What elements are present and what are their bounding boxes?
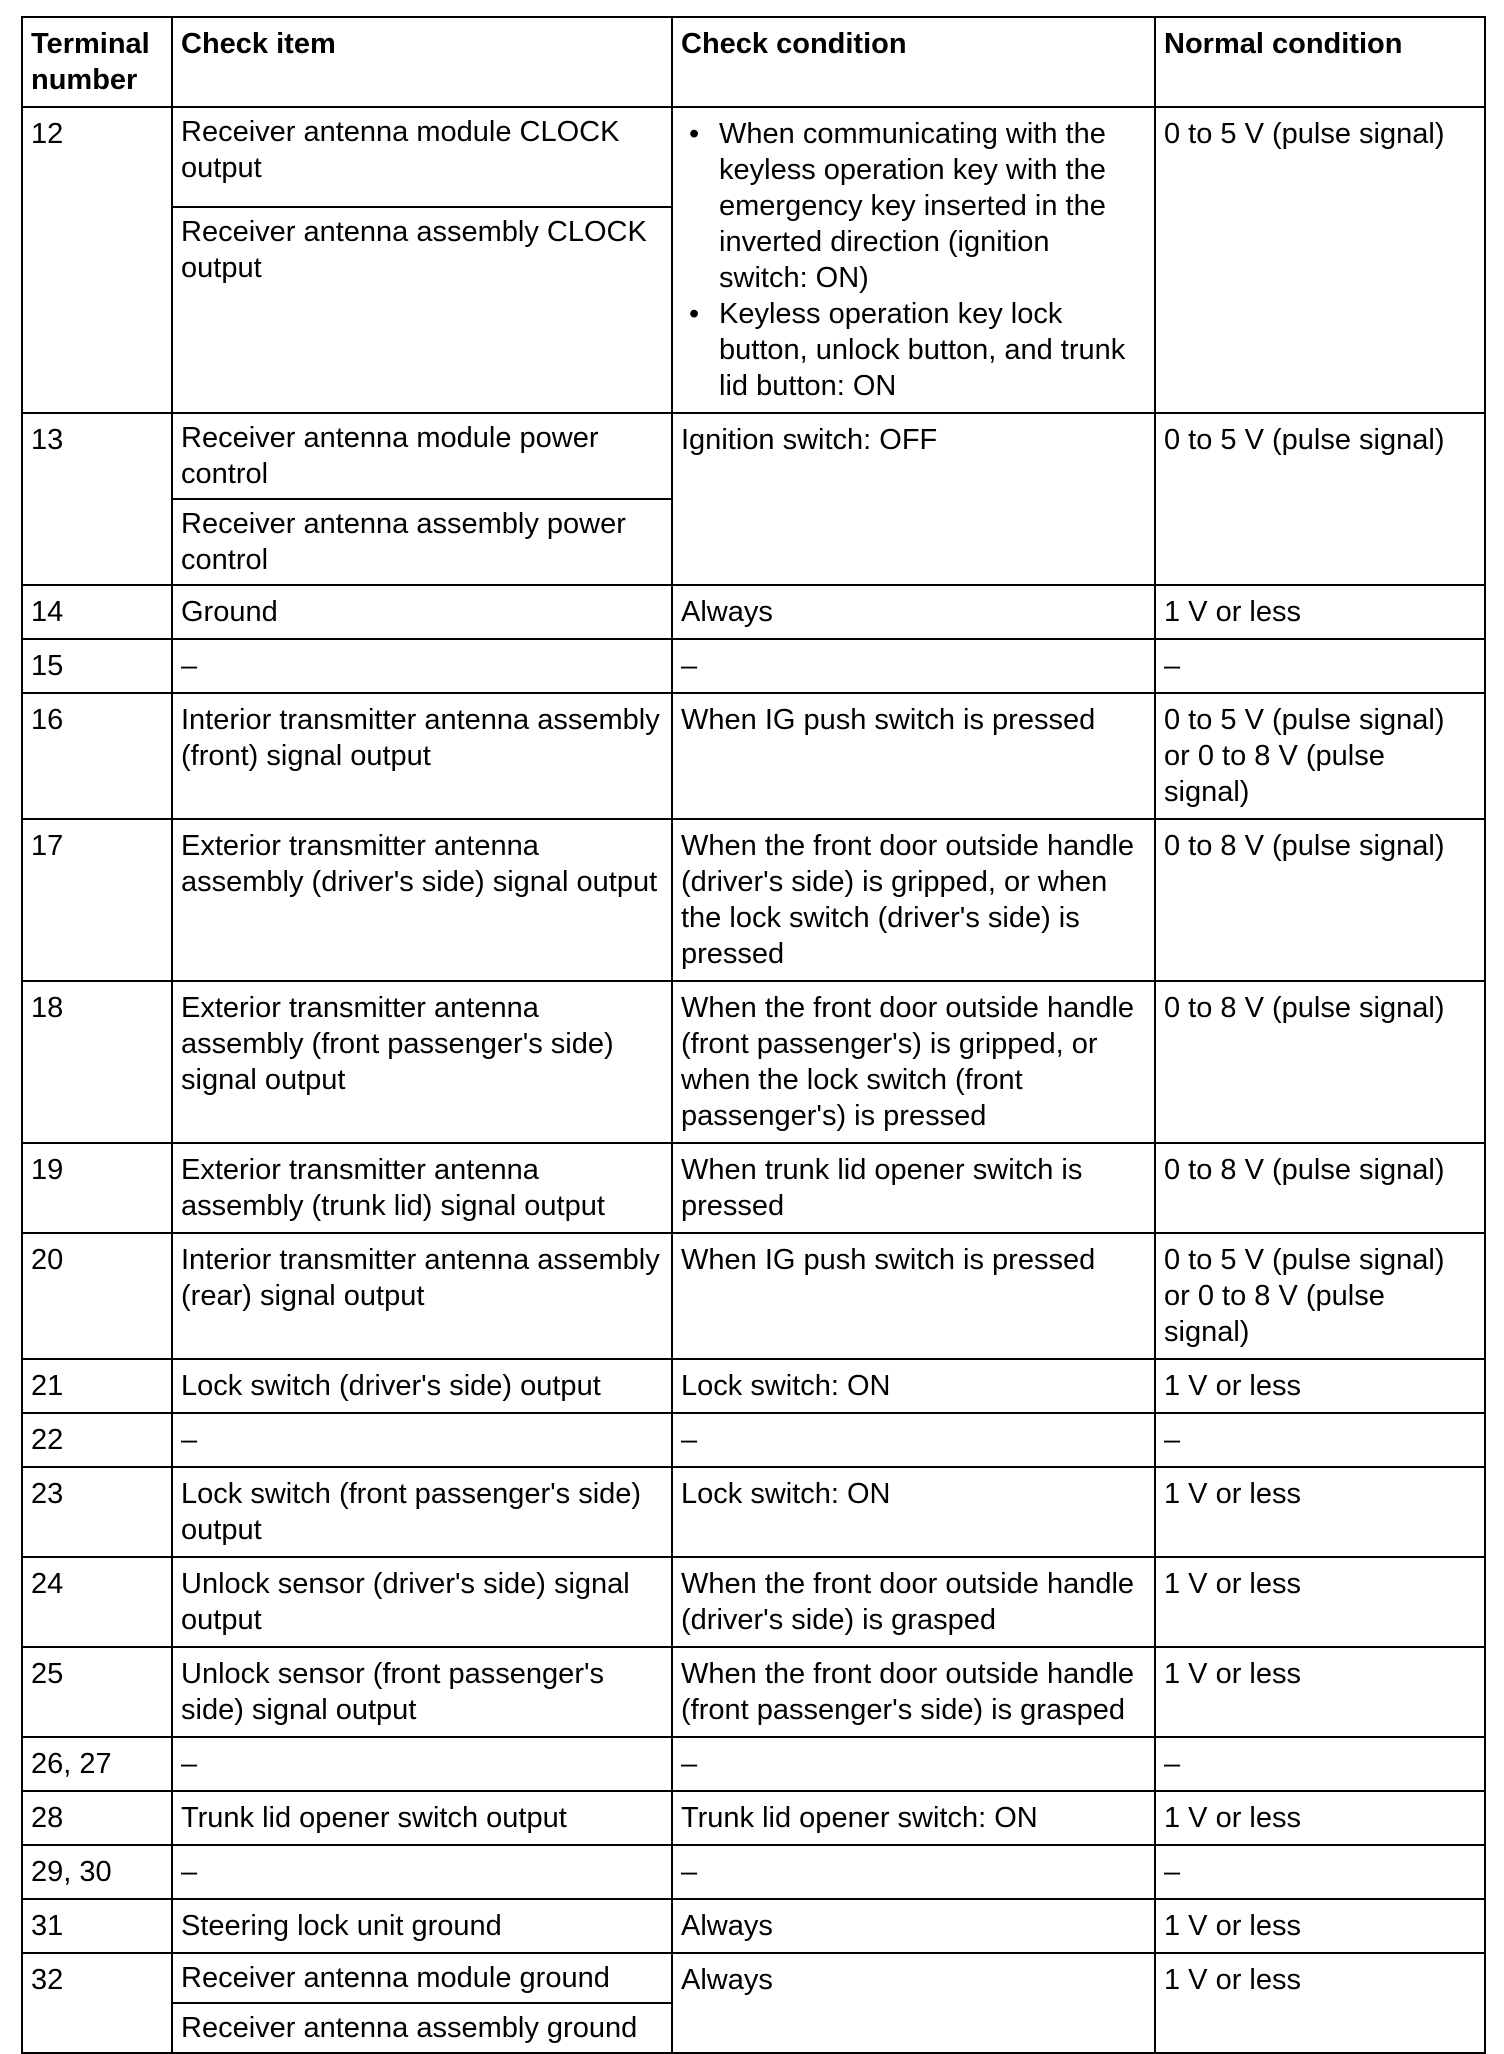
normal-condition-cell: 0 to 8 V (pulse signal) [1155, 819, 1485, 981]
check-condition-cell: – [672, 1737, 1155, 1791]
table-row [22, 1467, 1485, 1557]
check-item-cell: Exterior transmitter antenna assembly (driver's side) signal output [172, 819, 672, 981]
terminal-cell: 20 [22, 1233, 172, 1359]
table-row [22, 107, 1485, 207]
terminal-cell: 19 [22, 1143, 172, 1233]
check-item-cell: – [172, 1413, 672, 1467]
normal-condition-cell: 1 V or less [1155, 1467, 1485, 1557]
terminal-cell: 21 [22, 1359, 172, 1413]
header-check-item: Check item [172, 17, 672, 107]
terminal-cell: 15 [22, 639, 172, 693]
table-row [22, 1791, 1485, 1845]
header-normal-condition: Normal condition [1155, 17, 1485, 107]
check-item-cell: – [172, 1845, 672, 1899]
table-row [22, 585, 1485, 639]
normal-condition-cell: 0 to 5 V (pulse signal) or 0 to 8 V (pulse signal) [1155, 693, 1485, 819]
check-item-cell: Trunk lid opener switch output [172, 1791, 672, 1845]
table-row [22, 1953, 1485, 2003]
table-row [22, 1647, 1485, 1737]
check-item-cell: Unlock sensor (front passenger's side) signal output [172, 1647, 672, 1737]
table-row [22, 1737, 1485, 1791]
check-condition-cell: When the front door outside handle (driver's side) is grasped [672, 1557, 1155, 1647]
normal-condition-cell: 1 V or less [1155, 1359, 1485, 1413]
table-row [22, 1143, 1485, 1233]
check-item-cell: Unlock sensor (driver's side) signal output [172, 1557, 672, 1647]
check-item-cell: Ground [172, 585, 672, 639]
table-row [22, 693, 1485, 819]
check-item-cell: Lock switch (driver's side) output [172, 1359, 672, 1413]
table-row [22, 1557, 1485, 1647]
header-terminal-number: Terminal number [22, 17, 172, 107]
normal-condition-cell: – [1155, 1845, 1485, 1899]
normal-condition-cell: 0 to 8 V (pulse signal) [1155, 1143, 1485, 1233]
terminal-cell: 29, 30 [22, 1845, 172, 1899]
check-item-cell: Receiver antenna assembly ground [172, 2003, 672, 2053]
check-condition-cell: Trunk lid opener switch: ON [672, 1791, 1155, 1845]
check-item-cell: Exterior transmitter antenna assembly (front passenger's side) signal output [172, 981, 672, 1143]
check-condition-cell: When IG push switch is pressed [672, 1233, 1155, 1359]
normal-condition-cell: 1 V or less [1155, 585, 1485, 639]
terminal-cell: 24 [22, 1557, 172, 1647]
terminal-cell: 13 [22, 413, 172, 585]
check-condition-cell: Lock switch: ON [672, 1359, 1155, 1413]
terminal-cell: 14 [22, 585, 172, 639]
check-condition-cell: When the front door outside handle (front passenger's side) is grasped [672, 1647, 1155, 1737]
terminal-check-table [21, 16, 1486, 2054]
normal-condition-cell: 1 V or less [1155, 1953, 1485, 2053]
header-check-condition: Check condition [672, 17, 1155, 107]
table-row [22, 639, 1485, 693]
check-item-cell: Receiver antenna assembly CLOCK output [172, 207, 672, 413]
normal-condition-cell: – [1155, 639, 1485, 693]
check-item-cell: Receiver antenna module ground [172, 1953, 672, 2003]
condition-bullet-item: • When communicating with the keyless operation key with the emergency key inserted in the inverted direction (ignition switch: ON) [719, 116, 1146, 296]
normal-condition-cell: 1 V or less [1155, 1899, 1485, 1953]
check-condition-cell: – [672, 1413, 1155, 1467]
check-condition-cell: When IG push switch is pressed [672, 693, 1155, 819]
check-item-cell: Receiver antenna module CLOCK output [172, 107, 672, 207]
check-condition-cell: – [672, 639, 1155, 693]
check-item-cell: Exterior transmitter antenna assembly (trunk lid) signal output [172, 1143, 672, 1233]
normal-condition-cell: 1 V or less [1155, 1557, 1485, 1647]
terminal-cell: 31 [22, 1899, 172, 1953]
table-row [22, 413, 1485, 499]
normal-condition-cell: 0 to 5 V (pulse signal) [1155, 107, 1485, 413]
condition-bullet-list [681, 116, 1146, 404]
normal-condition-cell: 0 to 5 V (pulse signal) [1155, 413, 1485, 585]
check-condition-cell: Always [672, 1899, 1155, 1953]
check-item-cell: Interior transmitter antenna assembly (front) signal output [172, 693, 672, 819]
check-condition-cell: When the front door outside handle (driver's side) is gripped, or when the lock switch (driver's side) is pressed [672, 819, 1155, 981]
check-condition-cell: – [672, 1845, 1155, 1899]
check-item-cell: Lock switch (front passenger's side) output [172, 1467, 672, 1557]
header-row [22, 17, 1485, 107]
terminal-cell: 12 [22, 107, 172, 413]
normal-condition-cell: 1 V or less [1155, 1647, 1485, 1737]
table-row [22, 981, 1485, 1143]
normal-condition-cell: 0 to 5 V (pulse signal) or 0 to 8 V (pulse signal) [1155, 1233, 1485, 1359]
terminal-cell: 26, 27 [22, 1737, 172, 1791]
terminal-cell: 28 [22, 1791, 172, 1845]
check-item-cell: – [172, 1737, 672, 1791]
condition-bullet-item: • Keyless operation key lock button, unlock button, and trunk lid button: ON [719, 296, 1146, 404]
normal-condition-cell: 0 to 8 V (pulse signal) [1155, 981, 1485, 1143]
table-row [22, 1845, 1485, 1899]
check-condition-cell: When the front door outside handle (front passenger's) is gripped, or when the lock switch (front passenger's) is pressed [672, 981, 1155, 1143]
check-condition-cell: When trunk lid opener switch is pressed [672, 1143, 1155, 1233]
table-row [22, 1359, 1485, 1413]
check-condition-cell: Always [672, 585, 1155, 639]
normal-condition-cell: – [1155, 1737, 1485, 1791]
check-item-cell: Steering lock unit ground [172, 1899, 672, 1953]
check-condition-cell [672, 107, 1155, 413]
terminal-cell: 22 [22, 1413, 172, 1467]
terminal-cell: 32 [22, 1953, 172, 2053]
terminal-cell: 18 [22, 981, 172, 1143]
table-row [22, 1233, 1485, 1359]
check-item-cell: Receiver antenna module power control [172, 413, 672, 499]
table-row [22, 1899, 1485, 1953]
check-item-cell: – [172, 639, 672, 693]
normal-condition-cell: 1 V or less [1155, 1791, 1485, 1845]
check-condition-cell: Always [672, 1953, 1155, 2053]
check-condition-cell: Ignition switch: OFF [672, 413, 1155, 585]
normal-condition-cell: – [1155, 1413, 1485, 1467]
terminal-cell: 23 [22, 1467, 172, 1557]
terminal-cell: 16 [22, 693, 172, 819]
check-condition-cell: Lock switch: ON [672, 1467, 1155, 1557]
terminal-cell: 25 [22, 1647, 172, 1737]
table-row [22, 1413, 1485, 1467]
table-row [22, 819, 1485, 981]
terminal-cell: 17 [22, 819, 172, 981]
check-item-cell: Receiver antenna assembly power control [172, 499, 672, 585]
check-item-cell: Interior transmitter antenna assembly (rear) signal output [172, 1233, 672, 1359]
